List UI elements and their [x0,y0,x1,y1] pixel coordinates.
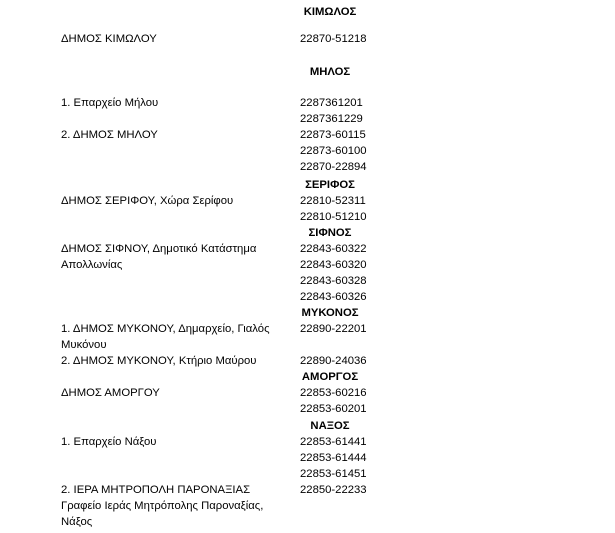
entry-phone: 22843-60326 [300,291,367,303]
entry-name: ΔΗΜΟΣ ΣΙΦΝΟΥ, Δημοτικό Κατάστημα [61,243,257,255]
entry-name: 1. Επαρχείο Μήλου [61,97,159,109]
entry-phone: 22873-60115 [300,129,366,141]
entry-phone: 22810-51210 [300,211,367,223]
entry-phone: 22810-52311 [300,195,366,207]
entry-name-continued: Μυκόνου [61,339,107,351]
entry-phone: 22853-61451 [300,468,367,480]
entry-phone: 22873-60100 [300,145,367,157]
section-heading: ΣΕΡΙΦΟΣ [305,179,355,191]
entry-name: 1. ΔΗΜΟΣ ΜΥΚΟΝΟΥ, Δημαρχείο, Γιαλός [61,323,270,335]
entry-name: 2. ΔΗΜΟΣ ΜΥΚΟΝΟΥ, Κτήριο Μαύρου [61,355,257,367]
entry-name: ΔΗΜΟΣ ΣΕΡΙΦΟΥ, Χώρα Σερίφου [61,195,234,207]
section-heading: ΜΗΛΟΣ [309,66,351,78]
entry-phone: 2287361229 [300,113,363,125]
section-heading: ΜΥΚΟΝΟΣ [301,307,359,319]
entry-phone: 2287361201 [300,97,363,109]
entry-name-continued: Νάξος [61,516,93,528]
entry-phone: 22843-60320 [300,259,367,271]
section-heading: ΑΜΟΡΓΟΣ [301,371,359,383]
entry-phone: 22890-22201 [300,323,367,335]
entry-phone: 22853-60216 [300,387,367,399]
entry-phone: 22853-61444 [300,452,367,464]
entry-name-continued: Γραφείο Ιεράς Μητρόπολης Παροναξίας, [61,500,264,512]
section-heading: ΝΑΞΟΣ [310,420,350,432]
entry-phone: 22843-60322 [300,243,367,255]
entry-phone: 22870-51218 [300,33,367,45]
entry-phone: 22843-60328 [300,275,367,287]
section-heading: ΣΙΦΝΟΣ [308,227,352,239]
entry-name: 1. Επαρχείο Νάξου [61,436,157,448]
entry-name: ΔΗΜΟΣ ΚΙΜΩΛΟΥ [61,33,157,45]
entry-phone: 22853-60201 [300,403,367,415]
entry-name: 2. ΙΕΡΑ ΜΗΤΡΟΠΟΛΗ ΠΑΡΟΝΑΞΙΑΣ [61,484,251,496]
entry-phone: 22870-22894 [300,161,367,173]
entry-phone: 22853-61441 [300,436,367,448]
entry-name-continued: Απολλωνίας [61,259,123,271]
entry-name: ΔΗΜΟΣ ΑΜΟΡΓΟΥ [61,387,160,399]
entry-phone: 22850-22233 [300,484,367,496]
entry-phone: 22890-24036 [300,355,367,367]
section-heading: ΚΙΜΩΛΟΣ [303,6,357,18]
entry-name: 2. ΔΗΜΟΣ ΜΗΛΟΥ [61,129,158,141]
